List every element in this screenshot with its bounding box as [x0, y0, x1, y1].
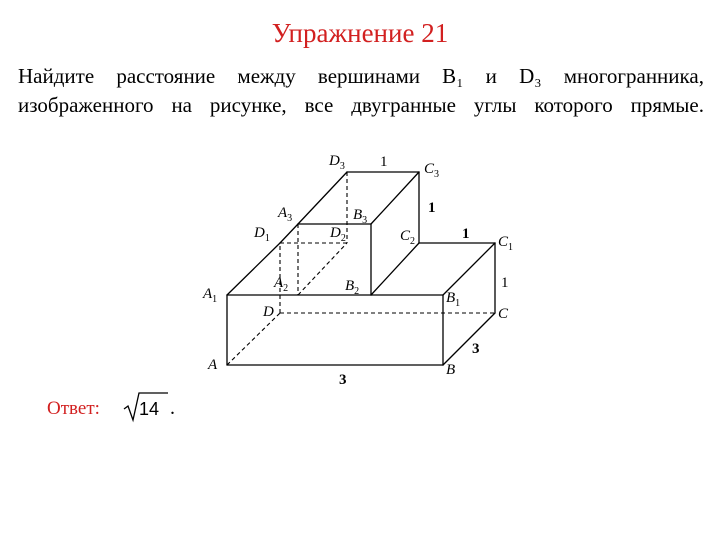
length-label-AB: 3: [339, 372, 347, 388]
length-label-D3C3: 1: [380, 154, 388, 170]
vertex-label-C1: $C_1$: [498, 234, 514, 253]
edge-B3-C3: [371, 172, 419, 224]
vertex-label-A2: $A_2$: [274, 275, 289, 294]
length-label-C3C2: 1: [428, 200, 436, 216]
edge-B1-C1: [443, 243, 495, 295]
length-label-BC: 3: [472, 341, 480, 357]
length-label-C2C1: 1: [462, 226, 470, 242]
vertex-label-C3: $C_3$: [424, 161, 440, 180]
slide-title: Упражнение 21: [271, 18, 449, 48]
vertex-label-B3: $B_3$: [353, 207, 368, 226]
problem-line-2: изображенного на рисунке, все двугранные углы которого прямые.: [18, 93, 704, 117]
problem-line-1: Найдите расстояние между вершинами B₁ и D₃ многогранника,: [18, 64, 704, 88]
vertex-label-B1: $B_1$: [446, 290, 461, 309]
answer-label: Ответ:: [47, 398, 100, 419]
vertex-label-B2: $B_2$: [345, 278, 360, 297]
length-label-C1C: 1: [501, 275, 509, 291]
answer-terminator: .: [170, 397, 175, 419]
vertex-label-B: B: [446, 362, 456, 378]
vertex-label-D1: $D_1$: [254, 225, 270, 244]
edge-A1-D1: [227, 243, 280, 295]
edge-A3-D3: [298, 172, 347, 224]
vertex-label-C: C: [498, 306, 509, 322]
edge-D1-A3: [280, 224, 298, 243]
vertex-label-C2: $C_2$: [400, 228, 416, 247]
hidden-edge-A-D: [227, 313, 280, 365]
vertex-label-D3: $D_3$: [329, 153, 345, 172]
answer-value: [122, 389, 192, 425]
vertex-label-A: A: [208, 357, 218, 373]
vertex-label-A1: $A_1$: [203, 286, 218, 305]
vertex-label-A3: $A_3$: [278, 205, 293, 224]
vertex-label-D: D: [263, 304, 274, 320]
hidden-edge-A2-D2: [298, 243, 347, 295]
vertex-label-D2: $D_2$: [330, 225, 346, 244]
edge-B-C: [443, 313, 495, 365]
edge-B2-C2: [371, 243, 419, 295]
answer-radicand: 14: [139, 399, 160, 419]
